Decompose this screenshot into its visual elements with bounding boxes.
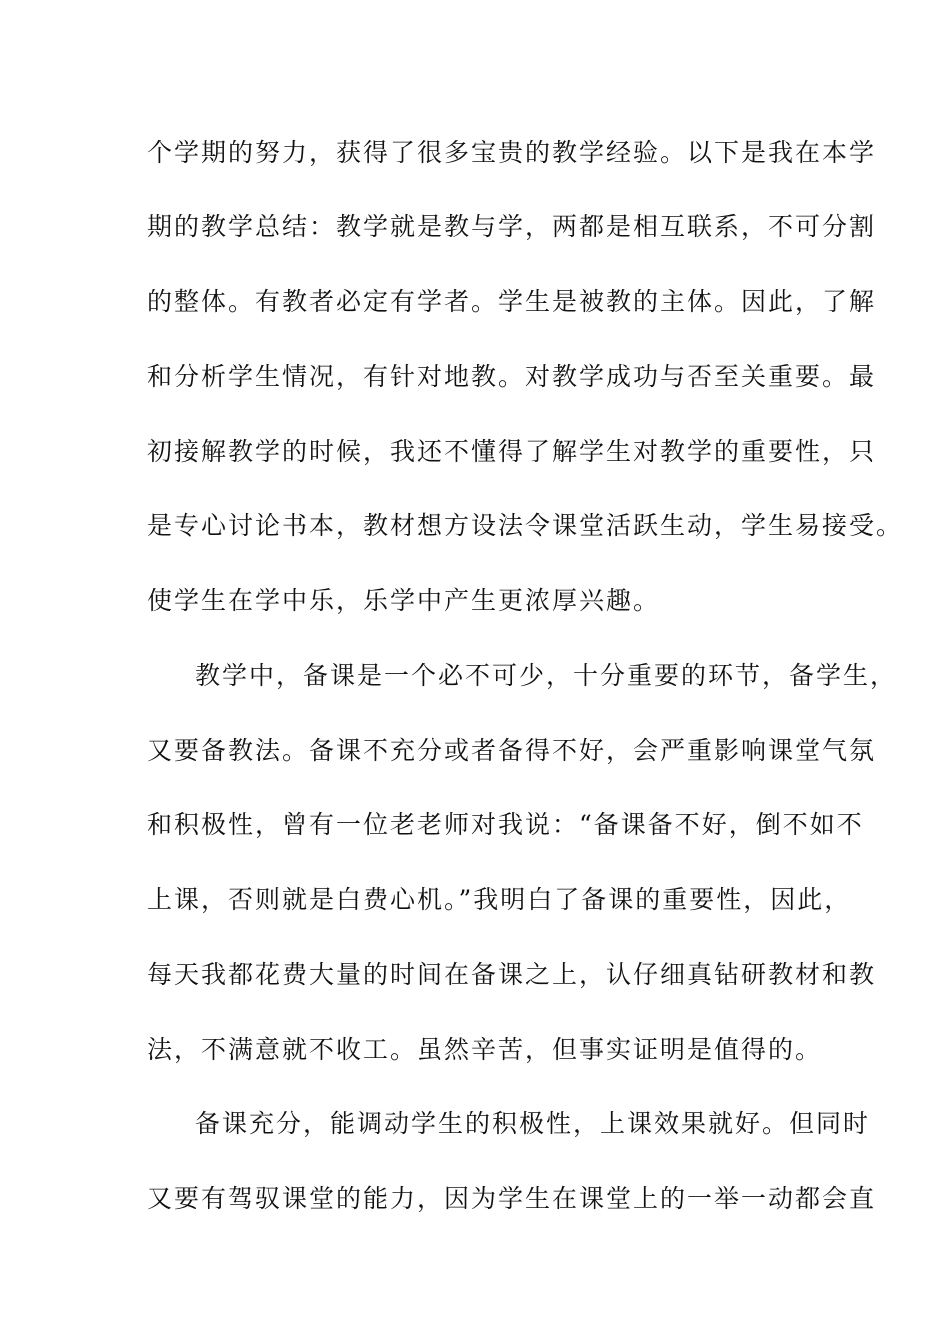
text-line: 的整体。有教者必定有学者。学生是被教的主体。因此，了解: [147, 287, 877, 316]
text-line: 和分析学生情况，有针对地教。对教学成功与否至关重要。最: [147, 362, 877, 391]
text-line: 每天我都花费大量的时间在备课之上，认仔细真钻研教材和教: [147, 960, 877, 989]
text-line: 使学生在学中乐，乐学中产生更浓厚兴趣。: [147, 586, 661, 615]
text-line: 和积极性，曾有一位老老师对我说：“备课备不好，倒不如不: [147, 810, 864, 839]
text-line: 又要有驾驭课堂的能力，因为学生在课堂上的一举一动都会直: [147, 1184, 877, 1213]
paragraph-first-line: 备课充分，能调动学生的积极性，上课效果就好。但同时: [195, 1109, 871, 1138]
text-line: 是专心讨论书本，教材想方设法令课堂活跃生动，学生易接受。: [147, 511, 904, 540]
text-line: 上课，否则就是白费心机。”我明白了备课的重要性，因此，: [147, 885, 852, 914]
text-line: 个学期的努力，获得了很多宝贵的教学经验。以下是我在本学: [147, 138, 877, 167]
text-line: 又要备教法。备课不充分或者备得不好，会严重影响课堂气氛: [147, 736, 877, 765]
text-line: 期的教学总结：教学就是教与学，两都是相互联系，不可分割: [147, 212, 877, 241]
text-line: 法，不满意就不收工。虽然辛苦，但事实证明是值得的。: [147, 1035, 823, 1064]
paragraph-first-line: 教学中，备课是一个必不可少，十分重要的环节，备学生，: [195, 661, 898, 690]
text-line: 初接解教学的时候，我还不懂得了解学生对教学的重要性，只: [147, 437, 877, 466]
